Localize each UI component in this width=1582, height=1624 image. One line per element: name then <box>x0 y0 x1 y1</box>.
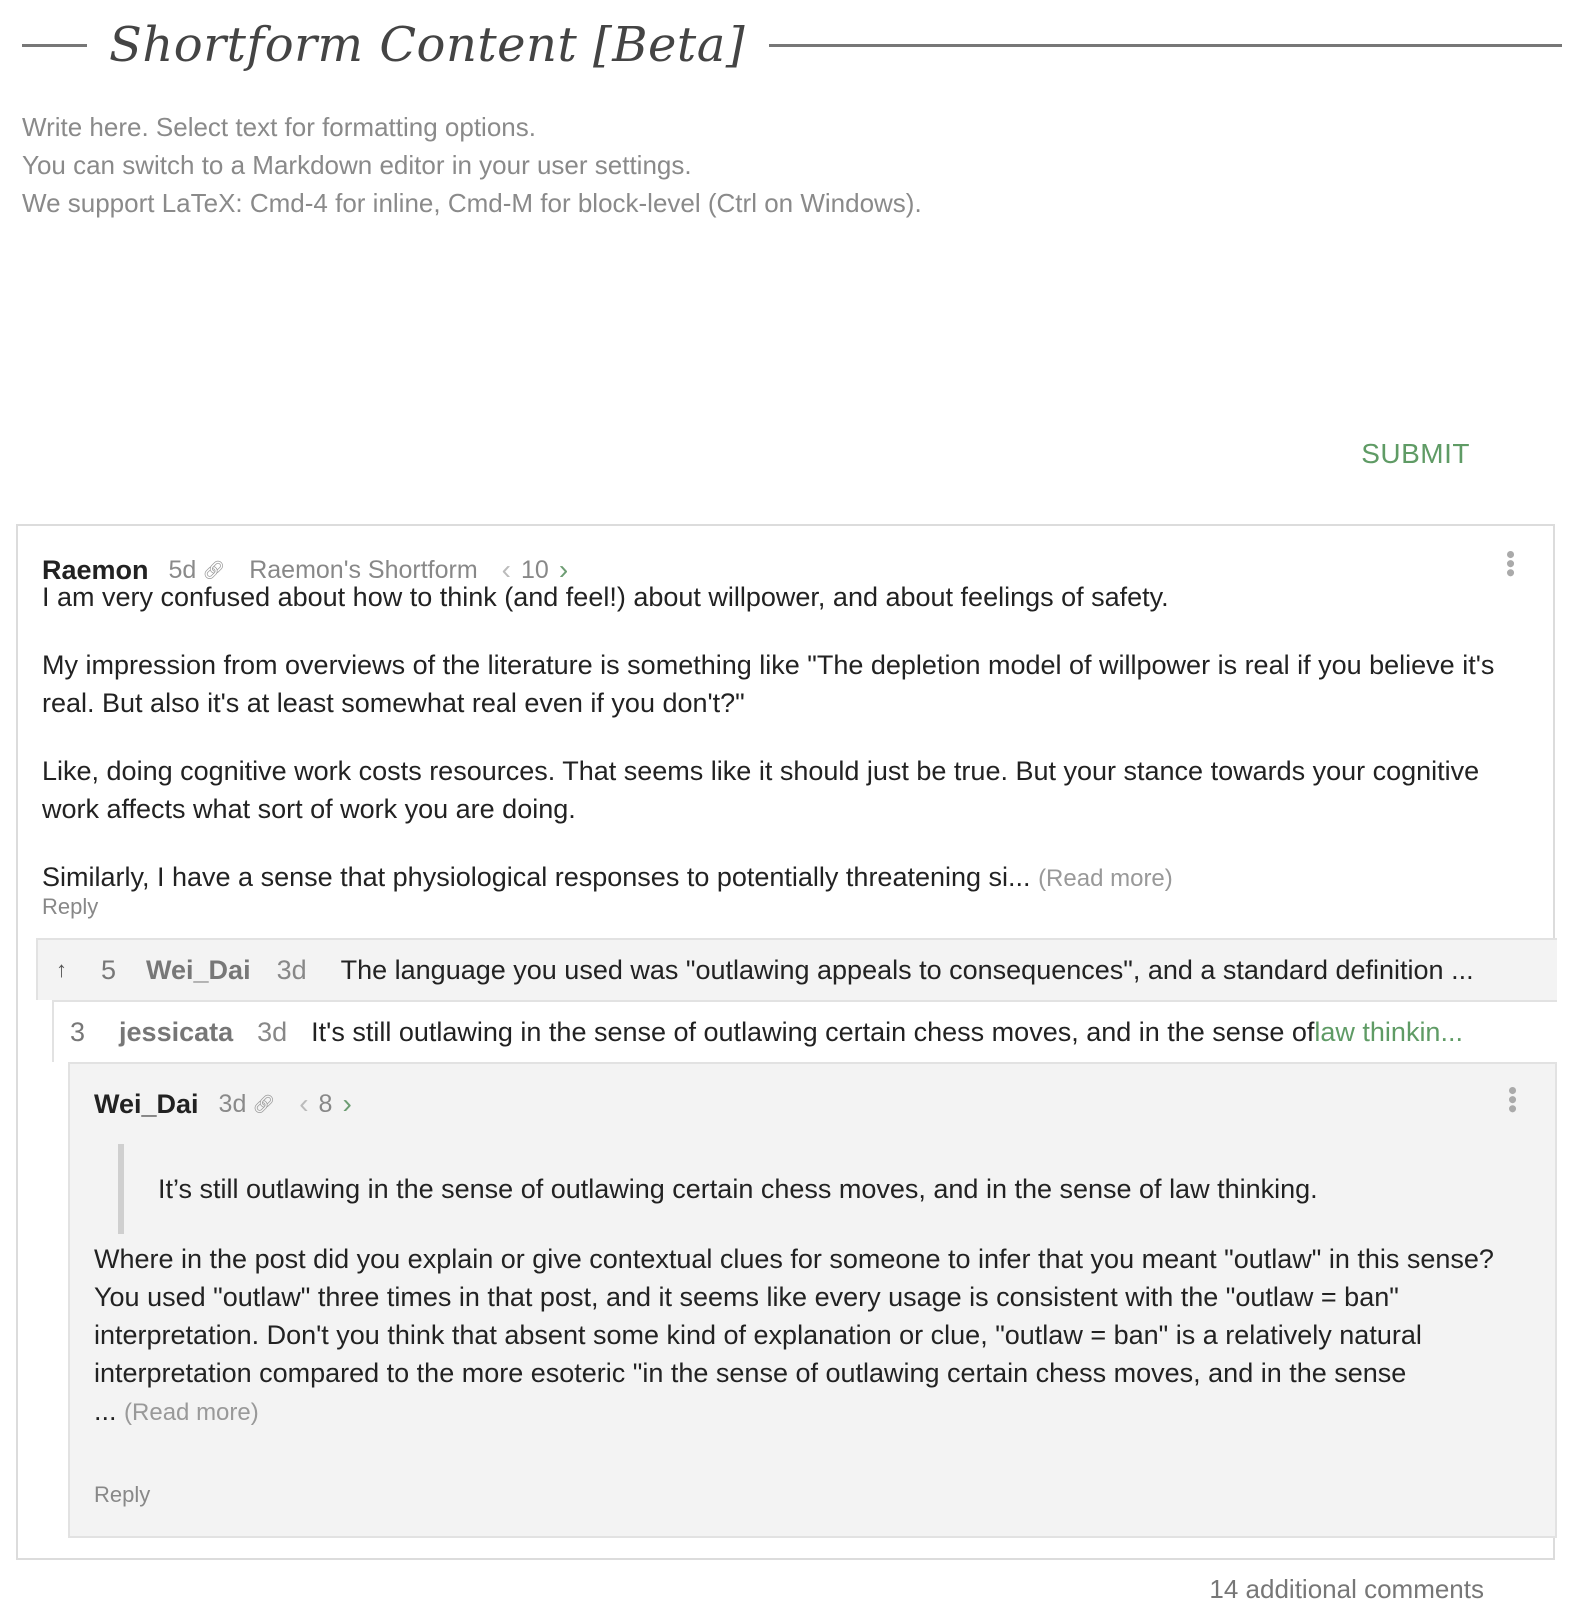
collapsed-author[interactable]: Wei_Dai <box>146 954 251 985</box>
comment-truncated-paragraph <box>42 858 1522 898</box>
read-more-link[interactable]: (Read more) <box>1038 865 1173 892</box>
collapsed-author[interactable]: jessicata <box>119 1016 234 1047</box>
nested-comment-header <box>94 1074 352 1134</box>
comment-author[interactable]: Raemon <box>42 554 149 585</box>
ellipsis: ... <box>94 1396 117 1426</box>
nested-score: 8 <box>318 1089 333 1118</box>
read-more-link[interactable]: (Read more) <box>124 1399 259 1426</box>
upvote-chevron-icon[interactable]: › <box>342 1088 352 1119</box>
link-icon[interactable]: 🔗︎ <box>252 1093 276 1114</box>
law-thinking-link[interactable]: law thinkin... <box>1314 1016 1463 1047</box>
nested-body-text: Where in the post did you explain or give contextual clues for someone to infer that you meant "outlaw" in this sense? You used "outlaw" three times in that post, and it seems like every usage is consistent with the "outlaw = ban" interpretation. Don't you think that absent some kind of explanation or clue, "outlaw = ban" is a relatively natural interpretation compared to the more esoteric "in the sense of outlawing certain chess moves, and in the sense <box>94 1244 1494 1388</box>
comment-score: 10 <box>521 555 549 584</box>
comment-age[interactable]: 5d <box>168 555 197 584</box>
quote-text: It’s still outlawing in the sense of outlawing certain chess moves, and in the sense of law thinking. <box>158 1174 1318 1204</box>
nested-body <box>94 1240 1514 1432</box>
collapsed-score: 5 <box>101 954 117 985</box>
reply-link[interactable]: Reply <box>94 1482 151 1507</box>
blockquote <box>118 1144 1418 1234</box>
collapsed-comment-row[interactable] <box>36 938 1557 1000</box>
collapsed-age: 3d <box>257 1016 288 1047</box>
collapsed-score: 3 <box>70 1016 86 1047</box>
nested-author[interactable]: Wei_Dai <box>94 1088 199 1119</box>
vote-widget <box>299 1088 352 1120</box>
comment-menu-icon[interactable]: ••• <box>1496 550 1526 578</box>
title-rule-right <box>769 44 1562 47</box>
page-title: Shortform Content [Beta] <box>109 17 746 73</box>
truncated-text: Similarly, I have a sense that physiological responses to potentially threatening si... <box>42 862 1031 892</box>
downvote-chevron-icon[interactable]: ‹ <box>501 554 511 585</box>
collapsed-comment-row[interactable] <box>52 1000 1557 1062</box>
shortform-editor[interactable] <box>22 108 1522 408</box>
upvote-chevron-icon[interactable]: › <box>558 554 569 585</box>
reply-link[interactable]: Reply <box>42 894 99 919</box>
comment-paragraph: Like, doing cognitive work costs resources. That seems like it should just be true. But your stance towards your cognitive work affects what sort of work you are doing. <box>42 756 1480 824</box>
nested-age[interactable]: 3d <box>218 1089 247 1118</box>
editor-placeholder-line-1: Write here. Select text for formatting options. <box>22 112 536 142</box>
downvote-chevron-icon[interactable]: ‹ <box>299 1088 309 1119</box>
comment-paragraph: My impression from overviews of the literature is something like "The depletion model of willpower is real if you believe it's real. But also it's at least somewhat real even if you don't?" <box>42 650 1495 718</box>
comment-body <box>42 578 1522 898</box>
additional-comments-link[interactable]: 14 additional comments <box>1209 1574 1484 1604</box>
submit-button[interactable]: SUBMIT <box>1361 438 1470 469</box>
nested-comment <box>68 1062 1557 1538</box>
section-title <box>22 0 1562 90</box>
editor-placeholder-line-2: You can switch to a Markdown editor in your user settings. <box>22 150 692 180</box>
collapsed-text: The language you used was "outlawing appeals to consequences", and a standard definition ... <box>340 954 1474 985</box>
title-rule-left <box>22 44 87 47</box>
editor-placeholder-line-3: We support LaTeX: Cmd-4 for inline, Cmd-M for block-level (Ctrl on Windows). <box>22 188 922 218</box>
comment-post-tag[interactable]: Raemon's Shortform <box>249 555 478 584</box>
comment-thread <box>16 524 1555 1560</box>
comment-paragraph: I am very confused about how to think (and feel!) about willpower, and about feelings of safety. <box>42 582 1169 612</box>
comment-menu-icon[interactable]: ••• <box>1498 1086 1528 1114</box>
parent-arrow-icon[interactable]: ↑ <box>56 957 67 982</box>
collapsed-text: It's still outlawing in the sense of outlawing certain chess moves, and in the sense of <box>311 1016 1315 1047</box>
link-icon[interactable]: 🔗︎ <box>202 559 226 580</box>
collapsed-age: 3d <box>276 954 307 985</box>
